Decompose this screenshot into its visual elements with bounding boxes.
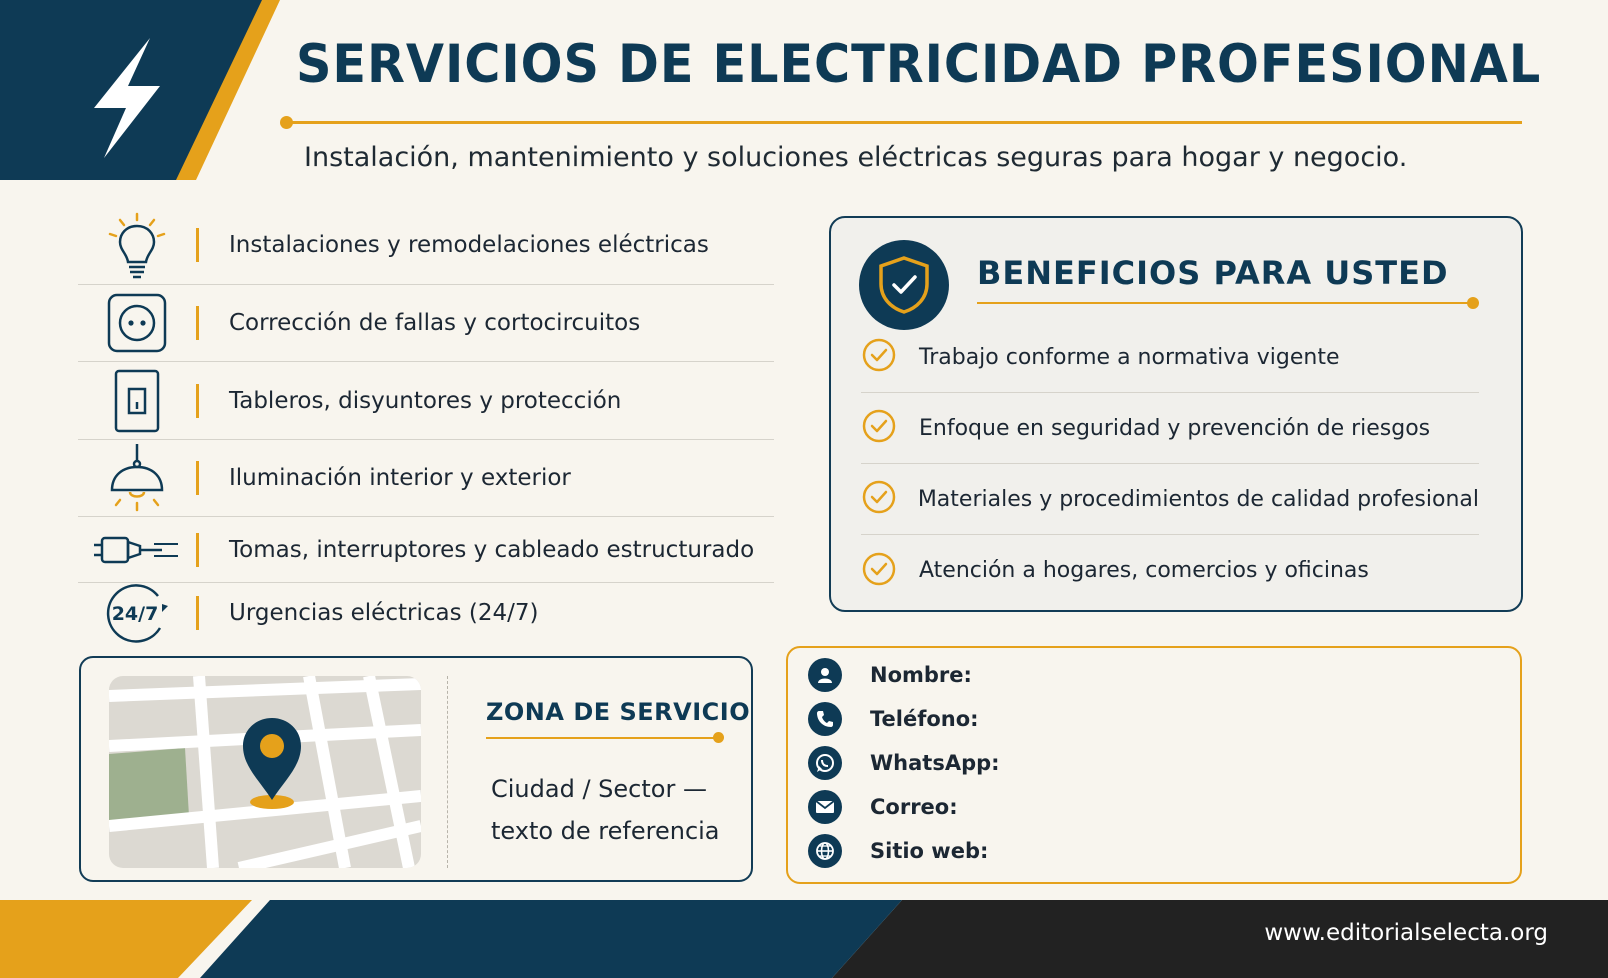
service-divider — [196, 384, 199, 418]
service-label: Instalaciones y remodelaciones eléctricas — [229, 231, 709, 258]
contact-row-email — [808, 790, 958, 824]
whatsapp-icon — [808, 746, 842, 780]
benefit-item — [861, 464, 1479, 535]
check-circle-icon — [861, 337, 919, 377]
check-circle-icon — [861, 479, 918, 519]
benefit-text: Enfoque en seguridad y prevención de riesgos — [919, 415, 1431, 441]
benefits-title-rule — [977, 302, 1473, 304]
globe-icon — [808, 834, 842, 868]
service-label: Urgencias eléctricas (24/7) — [229, 600, 539, 626]
footer-url[interactable]: www.editorialselecta.org — [1264, 920, 1548, 946]
contact-label: Nombre: — [870, 663, 972, 687]
service-label: Corrección de fallas y cortocircuitos — [229, 310, 641, 336]
benefit-text: Atención a hogares, comercios y oficinas — [919, 558, 1369, 583]
contact-row-website — [808, 834, 988, 868]
benefit-item — [861, 393, 1479, 464]
power-outlet-icon — [78, 292, 196, 354]
map-illustration — [109, 676, 421, 868]
service-label: Iluminación interior y exterior — [229, 465, 571, 491]
contact-row-whatsapp — [808, 746, 1000, 780]
contact-label: Teléfono: — [870, 707, 979, 731]
benefits-title-dot — [1467, 297, 1479, 309]
page-title: SERVICIOS DE ELECTRICIDAD PROFESIONAL — [296, 34, 1542, 95]
zone-text: Ciudad / Sector — texto de referencia — [491, 775, 720, 845]
contact-label: Correo: — [870, 795, 958, 819]
services-list — [78, 205, 774, 643]
plug-cable-icon — [78, 532, 196, 568]
24-7-icon — [78, 580, 196, 646]
contact-label: Sitio web: — [870, 839, 989, 863]
service-item — [78, 205, 774, 285]
benefits-list — [861, 322, 1479, 606]
lightbulb-icon — [78, 210, 196, 280]
service-divider — [196, 228, 199, 262]
service-item — [78, 285, 774, 362]
contact-row-phone — [808, 702, 979, 736]
benefit-item — [861, 322, 1479, 393]
zone-title: ZONA DE SERVICIO — [486, 698, 751, 726]
shield-check-icon — [859, 240, 949, 330]
user-icon — [808, 658, 842, 692]
service-item — [78, 517, 774, 583]
service-zone-box — [79, 656, 753, 882]
title-rule — [282, 121, 1522, 124]
phone-icon — [808, 702, 842, 736]
check-circle-icon — [861, 408, 919, 448]
24-7-icon-text: 24/7 — [111, 603, 159, 625]
benefit-item — [861, 535, 1479, 606]
mail-icon — [808, 790, 842, 824]
service-divider — [196, 533, 199, 567]
benefit-text: Materiales y procedimientos de calidad profesional — [917, 486, 1479, 512]
service-item — [78, 583, 774, 643]
contact-label: WhatsApp: — [870, 751, 1000, 775]
contact-form-box — [786, 646, 1522, 884]
zone-title-rule — [486, 737, 718, 739]
check-circle-icon — [861, 551, 919, 591]
benefits-box — [829, 216, 1523, 612]
service-divider — [196, 461, 199, 495]
pendant-lamp-icon — [78, 442, 196, 514]
zone-divider — [447, 676, 448, 868]
benefits-title: BENEFICIOS PARA USTED — [977, 254, 1449, 292]
header-corner-graphic — [0, 0, 280, 180]
service-item — [78, 440, 774, 517]
benefit-text: Trabajo conforme a normativa vigente — [919, 344, 1340, 370]
service-divider — [196, 596, 199, 630]
service-divider — [196, 306, 199, 340]
service-label: Tableros, disyuntores y protección — [229, 387, 622, 414]
page-subtitle: Instalación, mantenimiento y soluciones eléctricas seguras para hogar y negocio. — [304, 142, 1408, 173]
service-label: Tomas, interruptores y cableado estructurado — [229, 536, 755, 563]
switch-panel-icon — [78, 369, 196, 433]
zone-title-dot — [713, 732, 724, 743]
service-item — [78, 362, 774, 440]
contact-row-name — [808, 658, 972, 692]
